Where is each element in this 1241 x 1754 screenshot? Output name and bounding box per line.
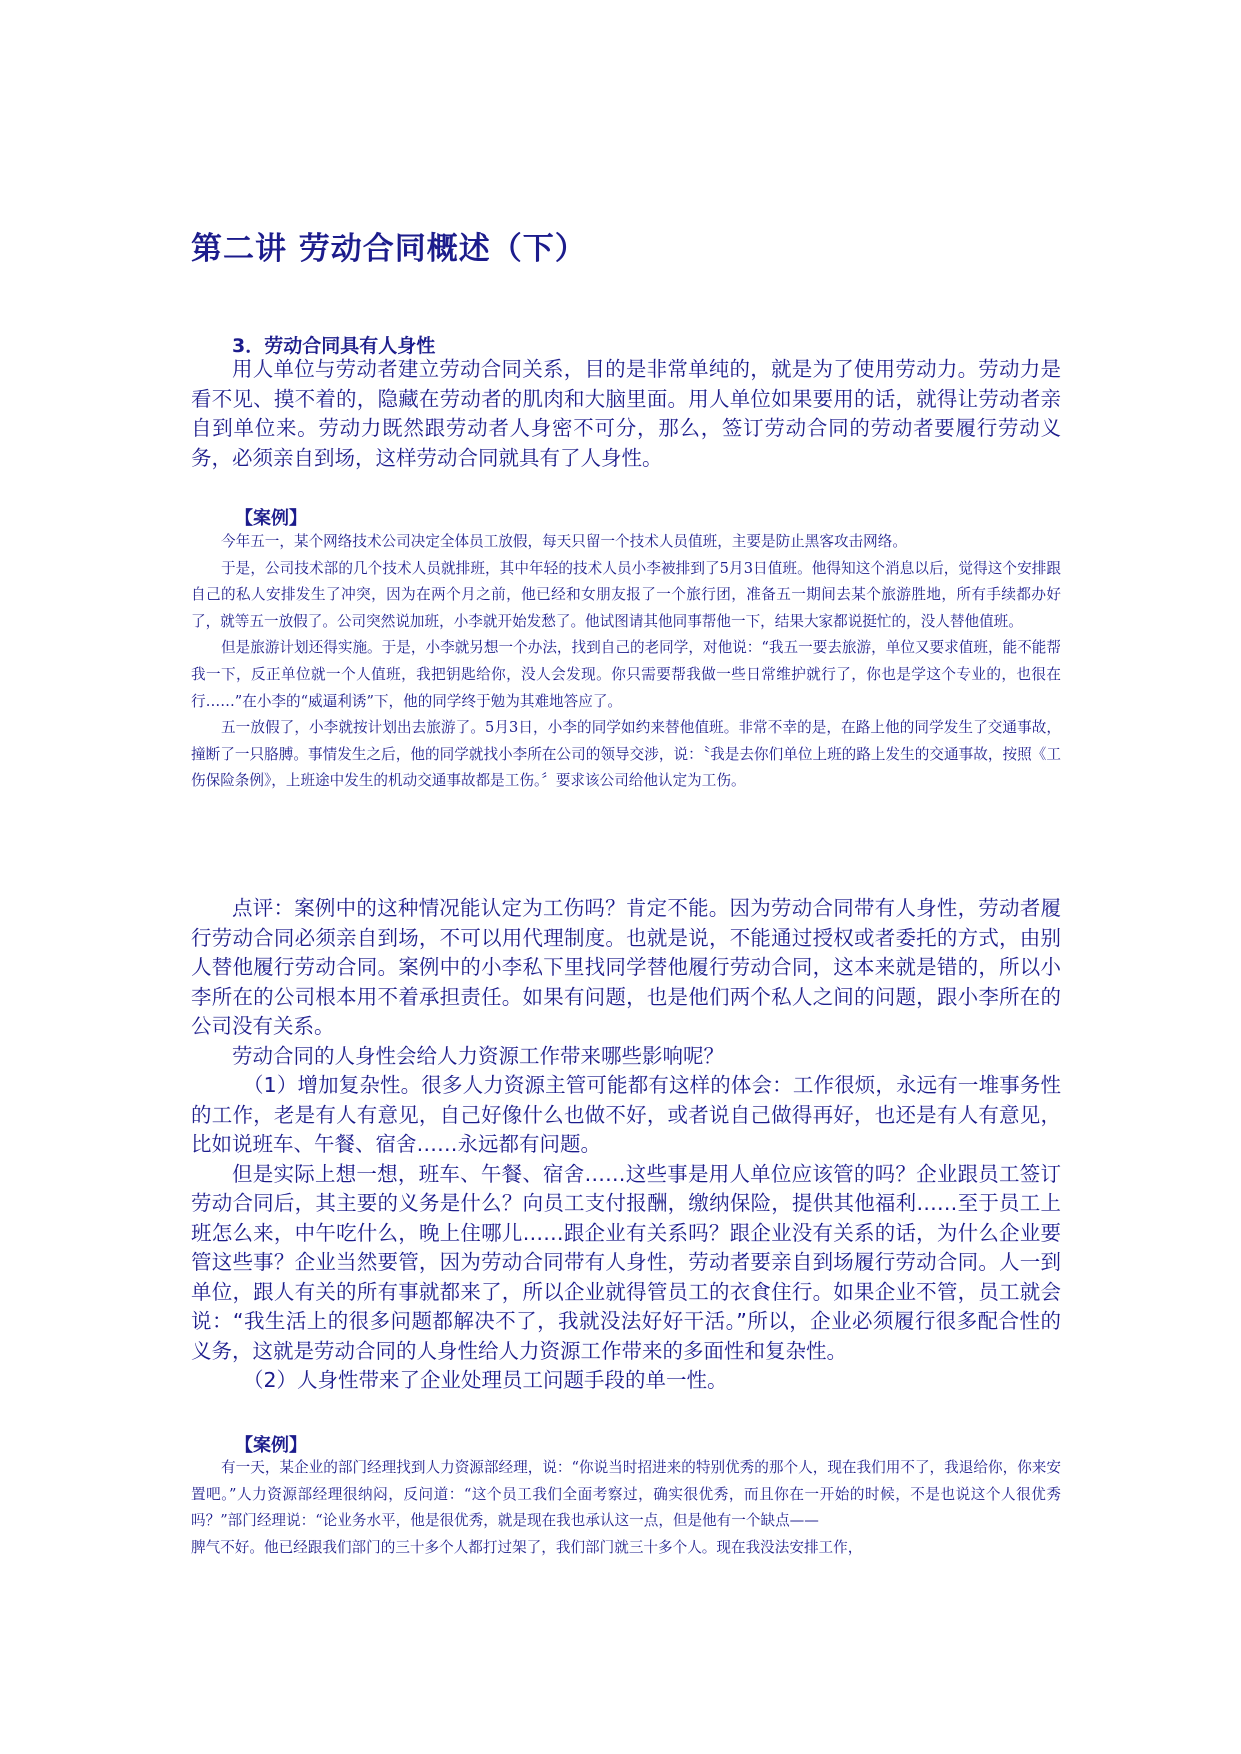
point-paragraph: （1）增加复杂性。很多人力资源主管可能都有这样的体会：工作很烦，永远有一堆事务性的工作，老是有人有意见，自己好像什么也做不好，或者说自己做得再好，也还是有人有意见，比如说班车、午餐、宿舍……永远都有问题。: [191, 1073, 1061, 1156]
intro-paragraph: 用人单位与劳动者建立劳动合同关系，目的是非常单纯的，就是为了使用劳动力。劳动力是看不见、摸不着的，隐藏在劳动者的肌肉和大脑里面。用人单位如果要用的话，就得让劳动者亲自到单位来。劳动力既然跟劳动者人身密不可分，那么，签订劳动合同的劳动者要履行劳动义务，必须亲自到场，这样劳动合同就具有了人身性。: [191, 357, 1061, 470]
case-body: [191, 529, 1061, 795]
section-heading: 3．劳动合同具有人身性: [232, 335, 436, 357]
document-page: [191, 0, 1061, 1754]
question-paragraph: 劳动合同的人身性会给人力资源工作带来哪些影响呢？: [232, 1043, 724, 1068]
point-paragraph: （2）人身性带来了企业处理员工问题手段的单一性。: [243, 1368, 728, 1392]
case-paragraph: 五一放假了，小李就按计划出去旅游了。5月3日，小李的同学如约来替他值班。非常不幸的是，在路上他的同学发生了交通事故，撞断了一只胳膊。事情发生之后，他的同学就找小李所在公司的领导交涉，说：〝我是去你们单位上班的路上发生的交通事故，按照《工伤保险条例》，上班途中发生的机动交通事故都是工伤。〞要求该公司给他认定为工伤。: [191, 719, 1061, 790]
section-intro: [191, 355, 1061, 473]
review-paragraph: 点评：案例中的这种情况能认定为工伤吗？肯定不能。因为劳动合同带有人身性，劳动者履行劳动合同必须亲自到场，不可以用代理制度。也就是说，不能通过授权或者委托的方式，由别人替他履行劳动合同。案例中的小李私下里找同学替他履行劳动合同，这本来就是错的，所以小李所在的公司根本用不着承担责任。如果有问题，也是他们两个私人之间的问题，跟小李所在的公司没有关系。: [191, 896, 1061, 1038]
case-label: 【案例】: [235, 508, 307, 529]
page-title: 第二讲 劳动合同概述（下）: [191, 231, 587, 267]
case-paragraph: 于是，公司技术部的几个技术人员就排班，其中年轻的技术人员小李被排到了5月3日值班。他得知这个消息以后，觉得这个安排跟自己的私人安排发生了冲突，因为在两个月之前，他已经和女朋友报了一个旅行团，准备五一期间去某个旅游胜地，所有手续都办好了，就等五一放假了。公司突然说加班，小李就开始发愁了。他试图请其他同事帮他一下，结果大家都说挺忙的，没人替他值班。: [191, 559, 1061, 630]
case-paragraph: 有一天，某企业的部门经理找到人力资源部经理，说：“你说当时招进来的特别优秀的那个人，现在我们用不了，我退给你，你来安置吧。”人力资源部经理很纳闷，反问道：“这个员工我们全面考察过，确实很优秀，而且你在一开始的时候，不是也说这个人很优秀吗？”部门经理说：“论业务水平，他是很优秀，就是现在我也承认这一点，但是他有一个缺点——: [191, 1459, 1061, 1530]
case-paragraph-continuation: 脾气不好。他已经跟我们部门的三十多个人都打过架了，我们部门就三十多个人。现在我没法安排工作，: [191, 1538, 863, 1556]
commentary-section: [191, 894, 1061, 1396]
point-continuation: 但是实际上想一想，班车、午餐、宿舍……这些事是用人单位应该管的吗？企业跟员工签订劳动合同后，其主要的义务是什么？向员工支付报酬，缴纳保险，提供其他福利……至于员工上班怎么来，中午吃什么，晚上住哪儿……跟企业有关系吗？跟企业没有关系的话，为什么企业要管这些事？企业当然要管，因为劳动合同带有人身性，劳动者要亲自到场履行劳动合同。人一到单位，跟人有关的所有事就都来了，所以企业就得管员工的衣食住行。如果企业不管，员工就会说：“我生活上的很多问题都解决不了，我就没法好好干活。”所以，企业必须履行很多配合性的义务，这就是劳动合同的人身性给人力资源工作带来的多面性和复杂性。: [191, 1161, 1061, 1363]
case-paragraph: 但是旅游计划还得实施。于是，小李就另想一个办法，找到自己的老同学，对他说：“我五一要去旅游，单位又要求值班，能不能帮我一下，反正单位就一个人值班，我把钥匙给你，没人会发现。你只需要帮我做一些日常维护就行了，你也是学这个专业的，也很在行……”在小李的“威逼利诱”下，他的同学终于勉为其难地答应了。: [191, 639, 1061, 710]
case-paragraph: 今年五一，某个网络技术公司决定全体员工放假，每天只留一个技术人员值班，主要是防止黑客攻击网络。: [221, 533, 907, 550]
case-body: [191, 1455, 1061, 1561]
case-label: 【案例】: [235, 1435, 307, 1456]
